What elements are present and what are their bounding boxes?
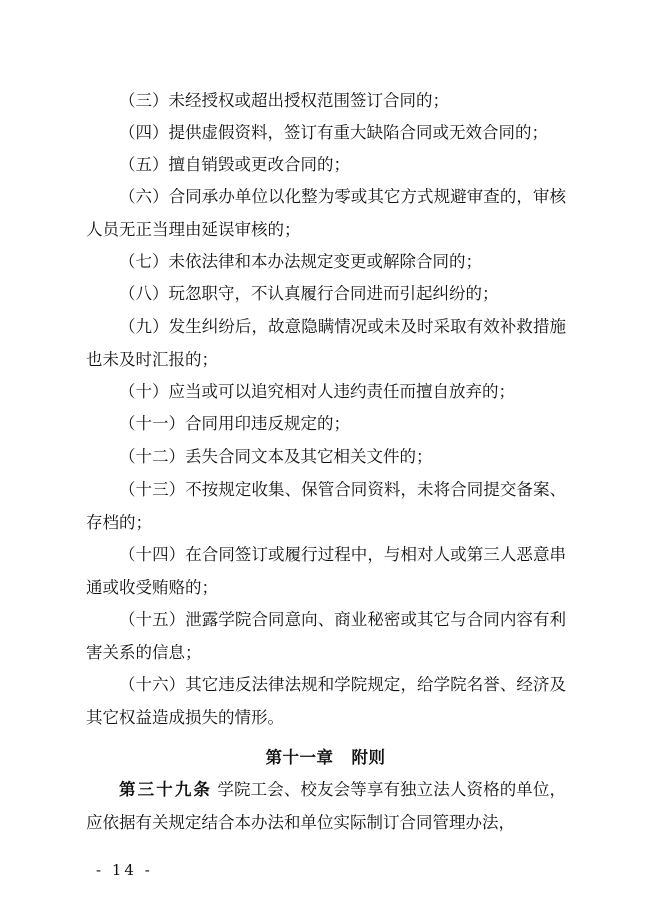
list-item-5: （五）擅自销毁或更改合同的； (119, 155, 350, 174)
article-39 (86, 774, 566, 839)
article-number: 第三十九条 (119, 780, 213, 799)
list-item-9: （九）发生纠纷后，故意隐瞒情况或未及时采取有效补救措施也未及时汇报的； (86, 317, 566, 369)
list-item-4: （四）提供虚假资料，签订有重大缺陷合同或无效合同的； (119, 123, 548, 142)
article-text: 学院工会、校友会等享有独立法人资格的单位，应依据有关规定结合本办法和单位实际制订合同管理办法， (86, 780, 567, 832)
list-item-11: （十一）合同用印违反规定的； (119, 414, 350, 433)
list-item-13: （十三）不按规定收集、保管合同资料，未将合同提交备案、存档的； (86, 480, 566, 532)
chapter-number: 第十一章 (265, 748, 334, 767)
list-item-7: （七）未依法律和本办法规定变更或解除合同的； (119, 252, 482, 271)
list-item-3: （三）未经授权或超出授权范围签订合同的； (119, 91, 449, 110)
list-item-6: （六）合同承办单位以化整为零或其它方式规避审查的，审核人员无正当理由延误审核的； (86, 187, 566, 239)
chapter-title: 附则 (351, 748, 386, 767)
list-item-14: （十四）在合同签订或履行过程中，与相对人或第三人恶意串通或收受贿赂的； (86, 545, 566, 597)
list-item-16: （十六）其它违反法律法规和学院规定，给学院名誉、经济及其它权益造成损失的情形。 (86, 675, 566, 727)
list-item-15: （十五）泄露学院合同意向、商业秘密或其它与合同内容有利害关系的信息； (86, 610, 566, 662)
page-number: - 14 - (96, 861, 153, 879)
list-item-12: （十二）丢失合同文本及其它相关文件的； (119, 447, 433, 466)
list-item-8: （八）玩忽职守，不认真履行合同进而引起纠纷的； (119, 284, 499, 303)
chapter-heading (0, 742, 651, 774)
list-item-10: （十）应当或可以追究相对人违约责任而擅自放弃的； (119, 382, 515, 401)
